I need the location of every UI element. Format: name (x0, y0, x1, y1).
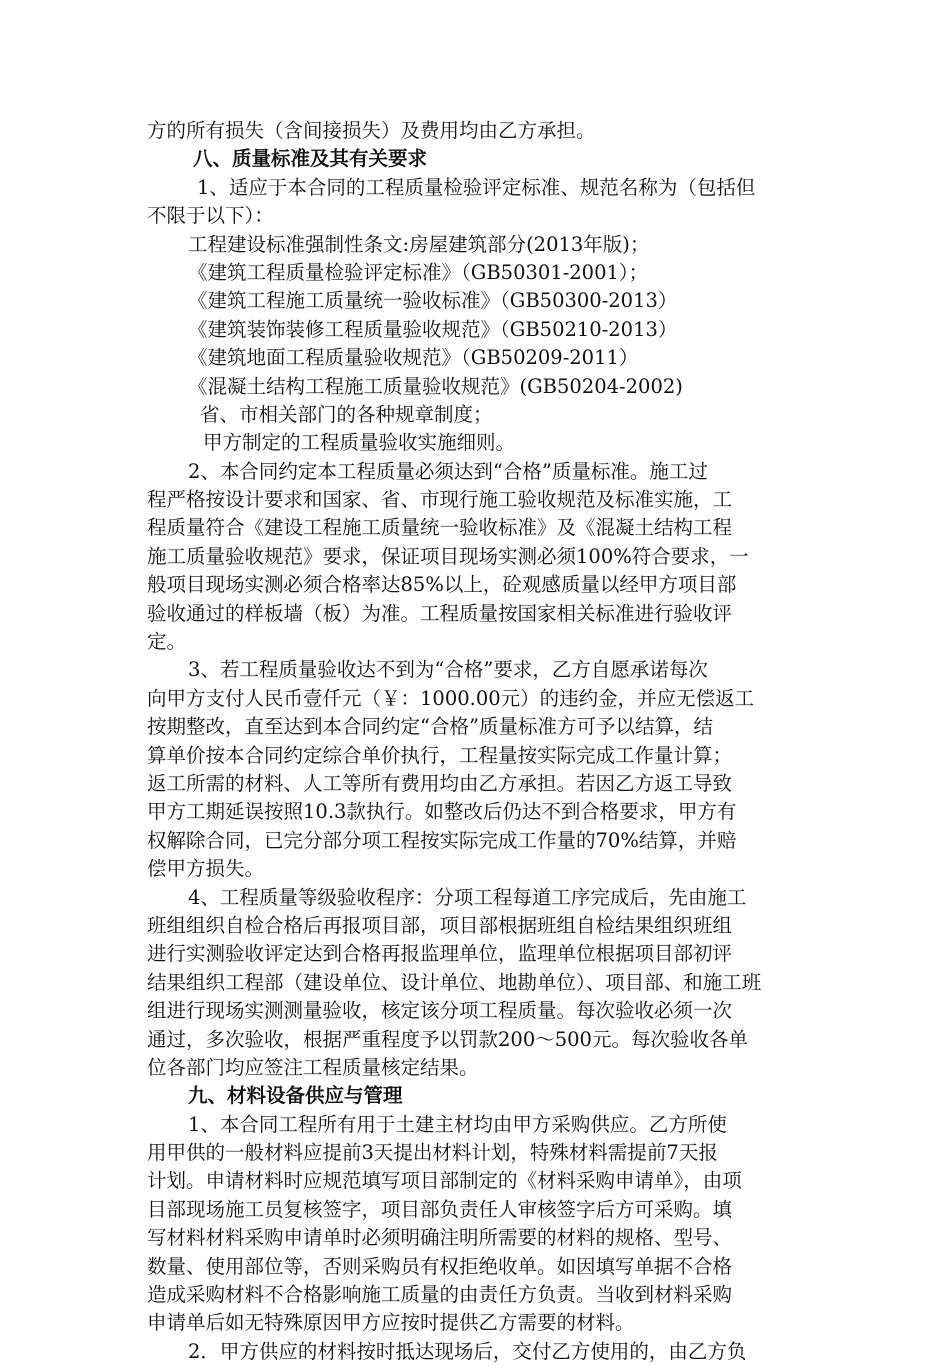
text-line: 返工所需的材料、人工等所有费用均由乙方承担。若因乙方返工导致 (147, 771, 733, 795)
document-body (147, 117, 807, 1366)
text-line: 2、本合同约定本工程质量必须达到“合格”质量标准。施工过 (188, 459, 708, 483)
text-line: 组进行现场实测测量验收，核定该分项工程质量。每次验收必须一次 (147, 999, 733, 1023)
text-line: 权解除合同，已完分部分项工程按实际完成工作量的70%结算，并赔 (147, 828, 737, 852)
text-line: 般项目现场实测必须合格率达85%以上，砼观感质量以经甲方项目部 (147, 573, 737, 597)
text-line: 工程建设标准强制性条文:房屋建筑部分(2013年版)； (188, 232, 650, 256)
text-line: 甲方制定的工程质量验收实施细则。 (203, 431, 516, 455)
text-line: 4、工程质量等级验收程序：分项工程每道工序完成后，先由施工 (188, 885, 747, 909)
text-line: 计划。申请材料时应规范填写项目部制定的《材料采购申请单》，由项 (147, 1169, 742, 1193)
text-line: 《建筑地面工程质量验收规范》（GB50209-2011） (188, 346, 639, 370)
text-line: 位各部门均应签注工程质量核定结果。 (147, 1055, 479, 1079)
section-heading: 九、材料设备供应与管理 (188, 1084, 403, 1108)
text-line: 验收通过的样板墙（板）为准。工程质量按国家相关标准进行验收评 (147, 601, 733, 625)
text-line: 《混凝土结构工程施工质量验收规范》(GB50204-2002) (188, 374, 683, 398)
text-line: 班组组织自检合格后再报项目部，项目部根据班组自检结果组织班组 (147, 913, 733, 937)
text-line: 《建筑工程质量检验评定标准》（GB50301-2001）； (188, 260, 649, 284)
text-line: 结果组织工程部（建设单位、设计单位、地勘单位）、项目部、和施工班 (147, 970, 762, 994)
text-line: 3、若工程质量验收达不到为“合格”要求，乙方自愿承诺每次 (188, 658, 708, 682)
text-line: 程质量符合《建设工程施工质量统一验收标准》及《混凝土结构工程 (147, 516, 733, 540)
text-line: 《建筑装饰装修工程质量验收规范》（GB50210-2013） (188, 317, 678, 341)
text-line: 通过，多次验收，根据严重程度予以罚款200～500元。每次验收各单 (147, 1027, 748, 1051)
text-line: 2．甲方供应的材料按时抵达现场后，交付乙方使用的，由乙方负 (188, 1339, 747, 1363)
text-line: 《建筑工程施工质量统一验收标准》（GB50300-2013） (188, 289, 678, 313)
text-line: 写材料材料采购申请单时必须明确注明所需要的材料的规格、型号、 (147, 1226, 733, 1250)
text-line: 甲方工期延误按照10.3款执行。如整改后仍达不到合格要求，甲方有 (147, 800, 737, 824)
text-line: 申请单后如无特殊原因甲方应按时提供乙方需要的材料。 (147, 1311, 635, 1335)
text-line: 按期整改，直至达到本合同约定“合格”质量标准方可予以结算，结 (147, 715, 713, 739)
text-line: 目部现场施工员复核签字，项目部负责任人审核签字后方可采购。填 (147, 1197, 733, 1221)
text-line: 造成采购材料不合格影响施工质量的由责任方负责。当收到材料采购 (147, 1283, 733, 1307)
text-line: 方的所有损失（含间接损失）及费用均由乙方承担。 (147, 119, 596, 142)
text-line: 程严格按设计要求和国家、省、市现行施工验收规范及标准实施，工 (147, 488, 733, 512)
text-line: 定。 (147, 630, 187, 654)
text-line: 省、市相关部门的各种规章制度； (200, 402, 493, 426)
text-line: 进行实测验收评定达到合格再报监理单位，监理单位根据项目部初评 (147, 942, 733, 966)
text-line: 1、本合同工程所有用于土建主材均由甲方采购供应。乙方所使 (188, 1112, 727, 1136)
text-line: 不限于以下）： (147, 204, 274, 228)
text-line: 向甲方支付人民币壹仟元（￥：1000.00元）的违约金，并应无偿返工 (147, 686, 755, 710)
text-line: 施工质量验收规范》要求，保证项目现场实测必须100%符合要求，一 (147, 544, 749, 568)
text-line: 偿甲方损失。 (147, 857, 265, 881)
text-line: 数量、使用部位等，否则采购员有权拒绝收单。如因填写单据不合格 (147, 1254, 733, 1278)
section-heading: 八、质量标准及其有关要求 (193, 147, 428, 171)
text-line: 1、适应于本合同的工程质量检验评定标准、规范名称为（包括但 (197, 175, 756, 199)
text-line: 算单价按本合同约定综合单价执行，工程量按实际完成工作量计算； (147, 743, 733, 767)
text-line: 用甲供的一般材料应提前3天提出材料计划，特殊材料需提前7天报 (147, 1141, 718, 1165)
